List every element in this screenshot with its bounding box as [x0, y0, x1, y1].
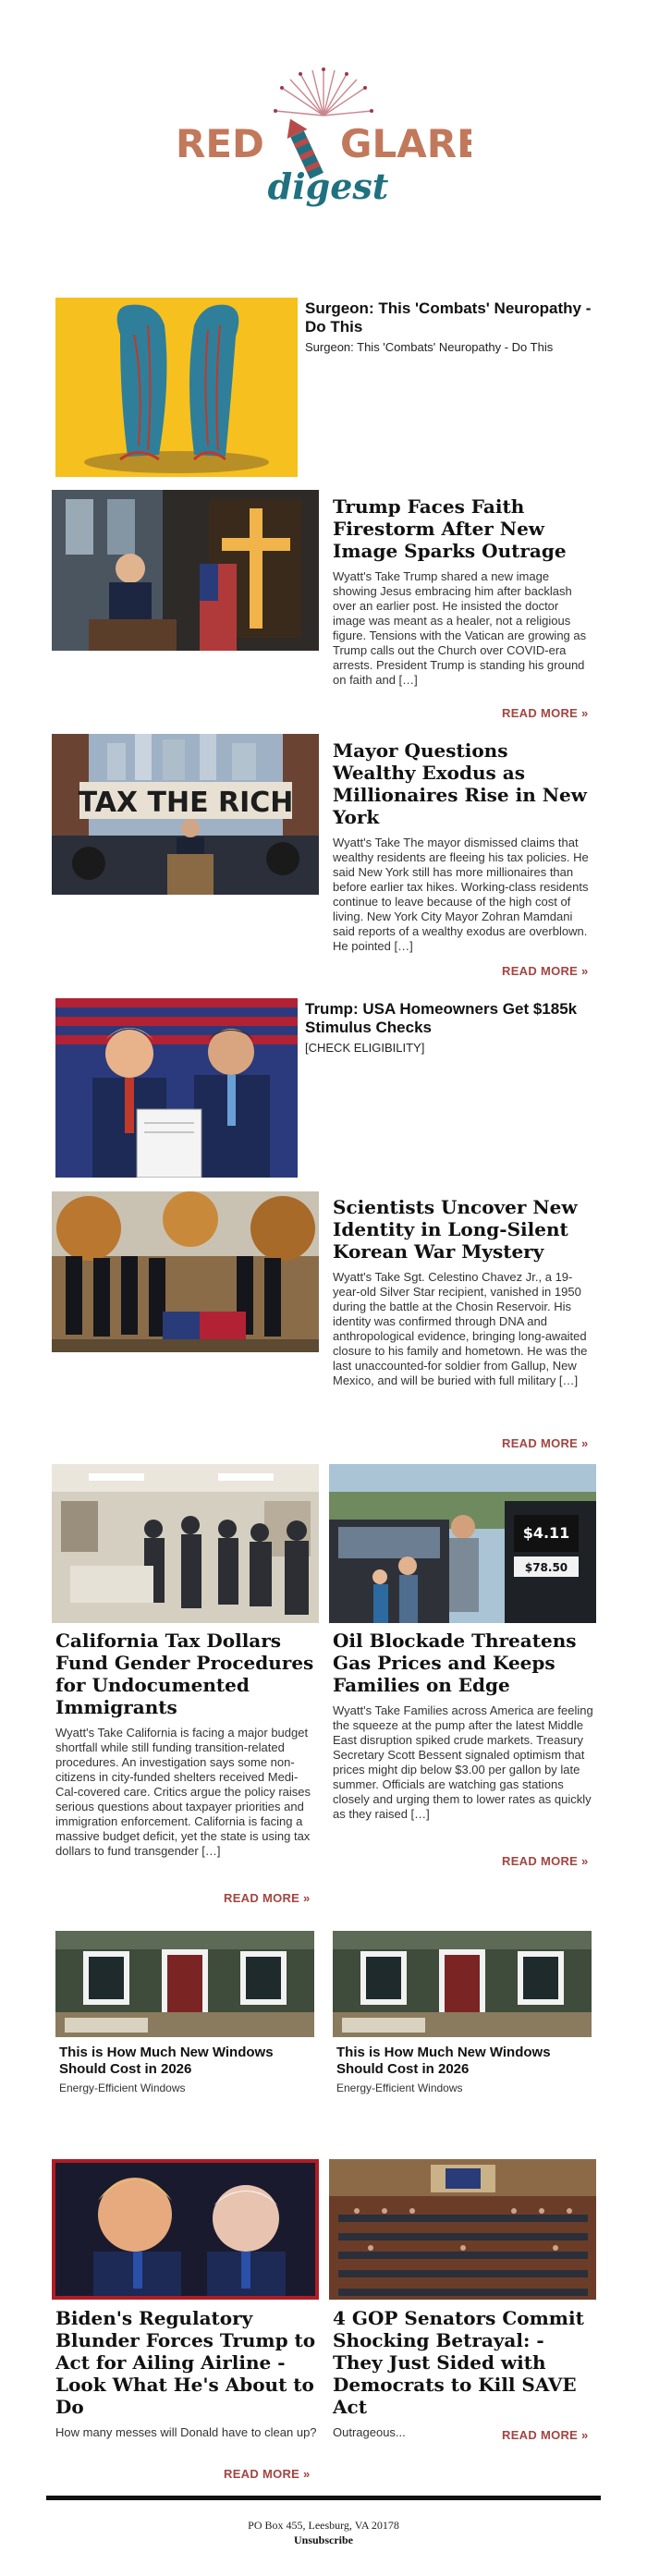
tax-the-rich-banner: TAX THE RICH — [78, 787, 294, 819]
stimulus-ad-image[interactable] — [55, 998, 298, 1178]
read-more-link[interactable]: READ MORE » — [502, 2428, 589, 2442]
article-body: Wyatt's Take The mayor dismissed claims that wealthy residents are fleeing his tax policies. He said New York still has more millionaires than before earlier tax hikes. Working-class residents continue to leave because of the high cost of living. New York City Mayor Zohran Mamdani said reports of a wealthy exodus are overblown. He pointed […] — [333, 836, 589, 953]
neuropathy-ad-text[interactable] — [305, 299, 592, 355]
article-body: Wyatt's Take California is facing a major budget shortfall while still funding transition-related procedures. An investigation says some non-citizens in city-funded shelters received Medi-Cal-covered care. Critics argue the policy raises serious questions about taxpayer priorities and immigration enforcement. California is facing a massive budget deficit, yet the state is using tax dollars to fund transgender […] — [55, 1726, 311, 1858]
article-title[interactable]: Biden's Regulatory Blunder Forces Trump to Act for Ailing Airline - Look What He's About to Do — [55, 2307, 316, 2418]
article-image-gas-pump[interactable] — [329, 1464, 596, 1623]
article-image-office-line[interactable] — [52, 1464, 319, 1623]
article-2 — [333, 739, 593, 954]
article-1 — [333, 495, 593, 688]
ad-subtitle: Energy-Efficient Windows — [59, 2082, 186, 2094]
neuropathy-ad-image[interactable] — [55, 298, 298, 477]
article-title[interactable]: Mayor Questions Wealthy Exodus as Millionaires Rise in New York — [333, 739, 587, 828]
article-title[interactable]: Oil Blockade Threatens Gas Prices and Keeps Families on Edge — [333, 1630, 577, 1696]
footer-address: PO Box 455, Leesburg, VA 20178 — [248, 2519, 399, 2532]
ad-title[interactable]: Surgeon: This 'Combats' Neuropathy - Do This — [305, 299, 592, 336]
ad-subtitle: Surgeon: This 'Combats' Neuropathy - Do This — [305, 340, 554, 354]
article-body: Wyatt's Take Trump shared a new image showing Jesus embracing him after backlash over an earlier post. He insisted the doctor image was meant as a healer, not a religious figure. Tensions with the Vatican are growing as Trump calls out the Church over COVID-era arrests. President Trump is standing his ground on faith and […] — [333, 569, 587, 687]
article-image-trump-biden[interactable] — [52, 2159, 319, 2300]
article-title[interactable]: Trump Faces Faith Firestorm After New Image Sparks Outrage — [333, 495, 567, 562]
read-more-link[interactable]: READ MORE » — [502, 1436, 589, 1450]
article-image-tax-the-rich[interactable] — [52, 734, 319, 895]
windows-ad-left-text[interactable] — [59, 2045, 318, 2095]
ad-subtitle[interactable]: [CHECK ELIGIBILITY] — [305, 1041, 425, 1055]
ad-title[interactable]: Trump: USA Homeowners Get $185k Stimulus Checks — [305, 1000, 578, 1036]
read-more-link[interactable]: READ MORE » — [502, 964, 589, 978]
article-image-trump-cross[interactable] — [52, 490, 319, 651]
read-more-link[interactable]: READ MORE » — [502, 706, 589, 720]
logo-text-glare: GLARE — [340, 121, 471, 166]
unsubscribe-link[interactable]: Unsubscribe — [293, 2533, 353, 2546]
read-more-link[interactable]: READ MORE » — [502, 1854, 589, 1868]
article-title[interactable]: 4 GOP Senators Commit Shocking Betrayal: - They Just Sided with Democrats to Kill SAVE Act — [333, 2307, 584, 2418]
read-more-link[interactable]: READ MORE » — [224, 1891, 311, 1905]
ad-title[interactable]: This is How Much New Windows Should Cost in 2026 — [59, 2045, 274, 2077]
windows-ad-right-text[interactable] — [336, 2045, 595, 2095]
logo-text-red: RED — [176, 121, 264, 166]
article-image-honor-guard[interactable] — [52, 1191, 319, 1352]
article-6 — [55, 2307, 319, 2440]
logo-text-digest: digest — [267, 165, 389, 207]
article-title[interactable]: California Tax Dollars Fund Gender Procedures for Undocumented Immigrants — [55, 1630, 314, 1718]
gas-price-sign: $4.11 — [522, 1524, 570, 1542]
footer — [0, 2518, 647, 2547]
footer-divider — [46, 2496, 601, 2500]
gas-total-sign: $78.50 — [524, 1561, 568, 1574]
logo-graphic — [176, 65, 471, 213]
article-3 — [333, 1196, 593, 1388]
windows-ad-image-left[interactable] — [55, 1931, 314, 2037]
article-body: How many messes will Donald have to clean up? — [55, 2425, 317, 2439]
article-7 — [333, 2307, 596, 2440]
read-more-link[interactable]: READ MORE » — [224, 2467, 311, 2481]
article-body: Wyatt's Take Sgt. Celestino Chavez Jr., a 19-year-old Silver Star recipient, vanished in 1950 during the battle at the Chosin Reservoir. His identity was confirmed through DNA and anthropological evidence, bringing long-awaited closure to his family and hometown. He was the last unaccounted-for soldier from Gallup, New Mexico, and will be buried with full military […] — [333, 1270, 588, 1387]
ad-title[interactable]: This is How Much New Windows Should Cost in 2026 — [336, 2045, 551, 2077]
article-4 — [55, 1630, 319, 1859]
red-glare-digest-logo[interactable] — [176, 65, 471, 213]
stimulus-ad-text[interactable] — [305, 1000, 592, 1056]
article-body: Outrageous... — [333, 2425, 406, 2439]
ad-subtitle: Energy-Efficient Windows — [336, 2082, 463, 2094]
article-5 — [333, 1630, 596, 1822]
article-title[interactable]: Scientists Uncover New Identity in Long-Silent Korean War Mystery — [333, 1196, 578, 1263]
article-image-senate[interactable] — [329, 2159, 596, 2300]
windows-ad-image-right[interactable] — [333, 1931, 592, 2037]
article-body: Wyatt's Take Families across America are feeling the squeeze at the pump after the latest Middle East disruption spiked crude markets. Treasury Secretary Scott Bessent signaled optimism that prices might dip below $3.00 per gallon by late summer. Officials are watching gas stations closely and urging them to lower rates as quickly as they raised […] — [333, 1703, 593, 1821]
